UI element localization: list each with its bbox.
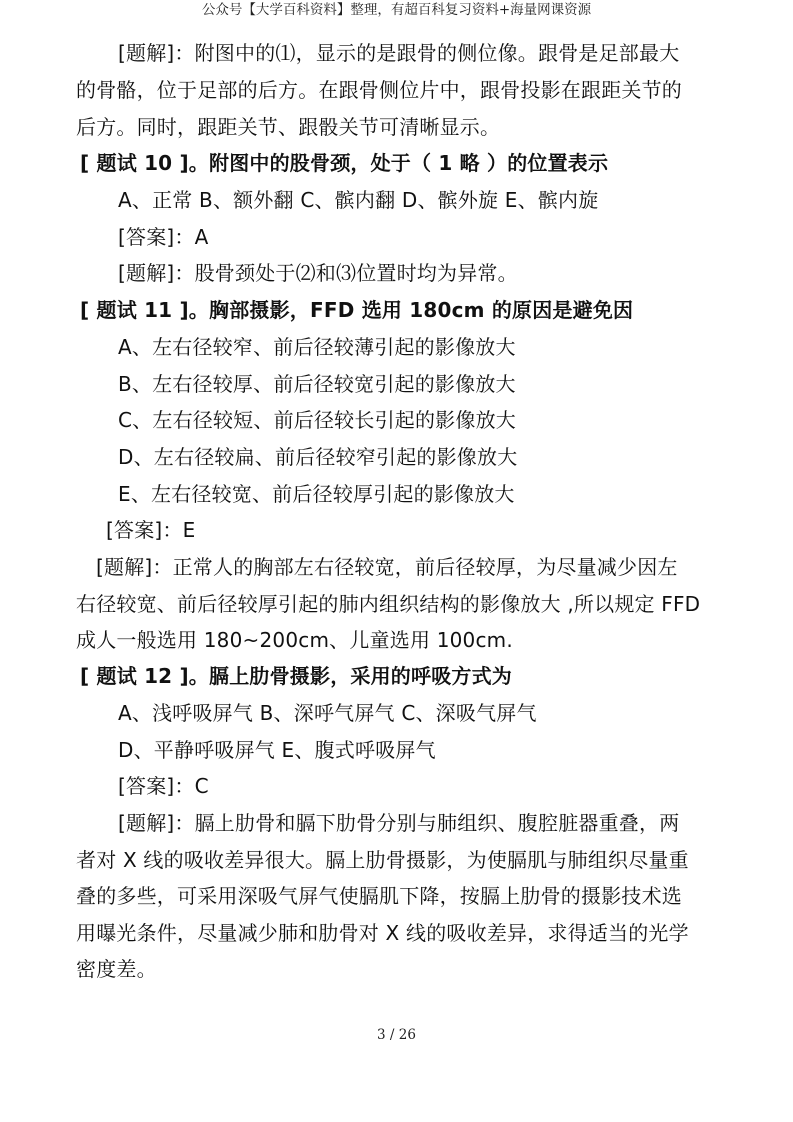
question-11-title: [ 题试 11 ]。胸部摄影，FFD 选用 180cm 的原因是避免因 (80, 298, 634, 322)
question-12-answer: [答案]：C (118, 774, 209, 798)
question-11-option-a: A、左右径较窄、前后径较薄引起的影像放大 (118, 335, 516, 359)
question-11-option-e: E、左右径较宽、前后径较厚引起的影像放大 (118, 482, 515, 506)
page-header: 公众号【大学百科资料】整理，有超百科复习资料+海量网课资源 (201, 2, 592, 18)
explanation-line: 后方。同时，跟距关节、跟骰关节可清晰显示。 (76, 115, 501, 139)
question-11-answer: [答案]：E (106, 518, 196, 542)
question-12-explanation: 用曝光条件，尽量减少肺和肋骨对 X 线的吸收差异，求得适当的光学 (76, 921, 689, 945)
question-11-option-b: B、左右径较厚、前后径较宽引起的影像放大 (118, 372, 516, 396)
question-12-explanation: 叠的多些，可采用深吸气屏气使膈肌下降，按膈上肋骨的摄影技术选 (76, 884, 682, 908)
question-12-options: A、浅呼吸屏气 B、深呼气屏气 C、深吸气屏气 (118, 701, 537, 725)
question-11-option-d: D、左右径较扁、前后径较窄引起的影像放大 (118, 445, 518, 469)
question-10-explanation: [题解]：股骨颈处于⑵和⑶位置时均为异常。 (118, 261, 518, 285)
page-number: 3 / 26 (377, 1027, 416, 1043)
question-12-title: [ 题试 12 ]。膈上肋骨摄影，采用的呼吸方式为 (80, 664, 513, 688)
question-11-explanation: 成人一般选用 180~200cm、儿童选用 100cm. (76, 628, 513, 652)
question-12-explanation: [题解]：膈上肋骨和膈下肋骨分别与肺组织、腹腔脏器重叠，两 (118, 811, 680, 835)
question-10-title: [ 题试 10 ]。附图中的股骨颈，处于（ 1 略 ）的位置表示 (80, 151, 609, 175)
question-12-explanation: 密度差。 (76, 957, 157, 981)
question-12-options: D、平静呼吸屏气 E、腹式呼吸屏气 (118, 738, 436, 762)
question-10-options: A、正常 B、额外翻 C、髌内翻 D、髌外旋 E、髌内旋 (118, 188, 599, 212)
question-12-explanation: 者对 X 线的吸收差异很大。膈上肋骨摄影，为使膈肌与肺组织尽量重 (76, 848, 689, 872)
question-10-answer: [答案]：A (118, 225, 209, 249)
question-11-option-c: C、左右径较短、前后径较长引起的影像放大 (118, 408, 516, 432)
explanation-line: [题解]：附图中的⑴，显示的是跟骨的侧位像。跟骨是足部最大 (118, 41, 680, 65)
explanation-line: 的骨骼，位于足部的后方。在跟骨侧位片中，跟骨投影在跟距关节的 (76, 78, 682, 102)
question-11-explanation: 右径较宽、前后径较厚引起的肺内组织结构的影像放大 ,所以规定 FFD (76, 592, 701, 616)
question-11-explanation: [题解]：正常人的胸部左右径较宽，前后径较厚，为尽量减少因左 (96, 555, 678, 579)
